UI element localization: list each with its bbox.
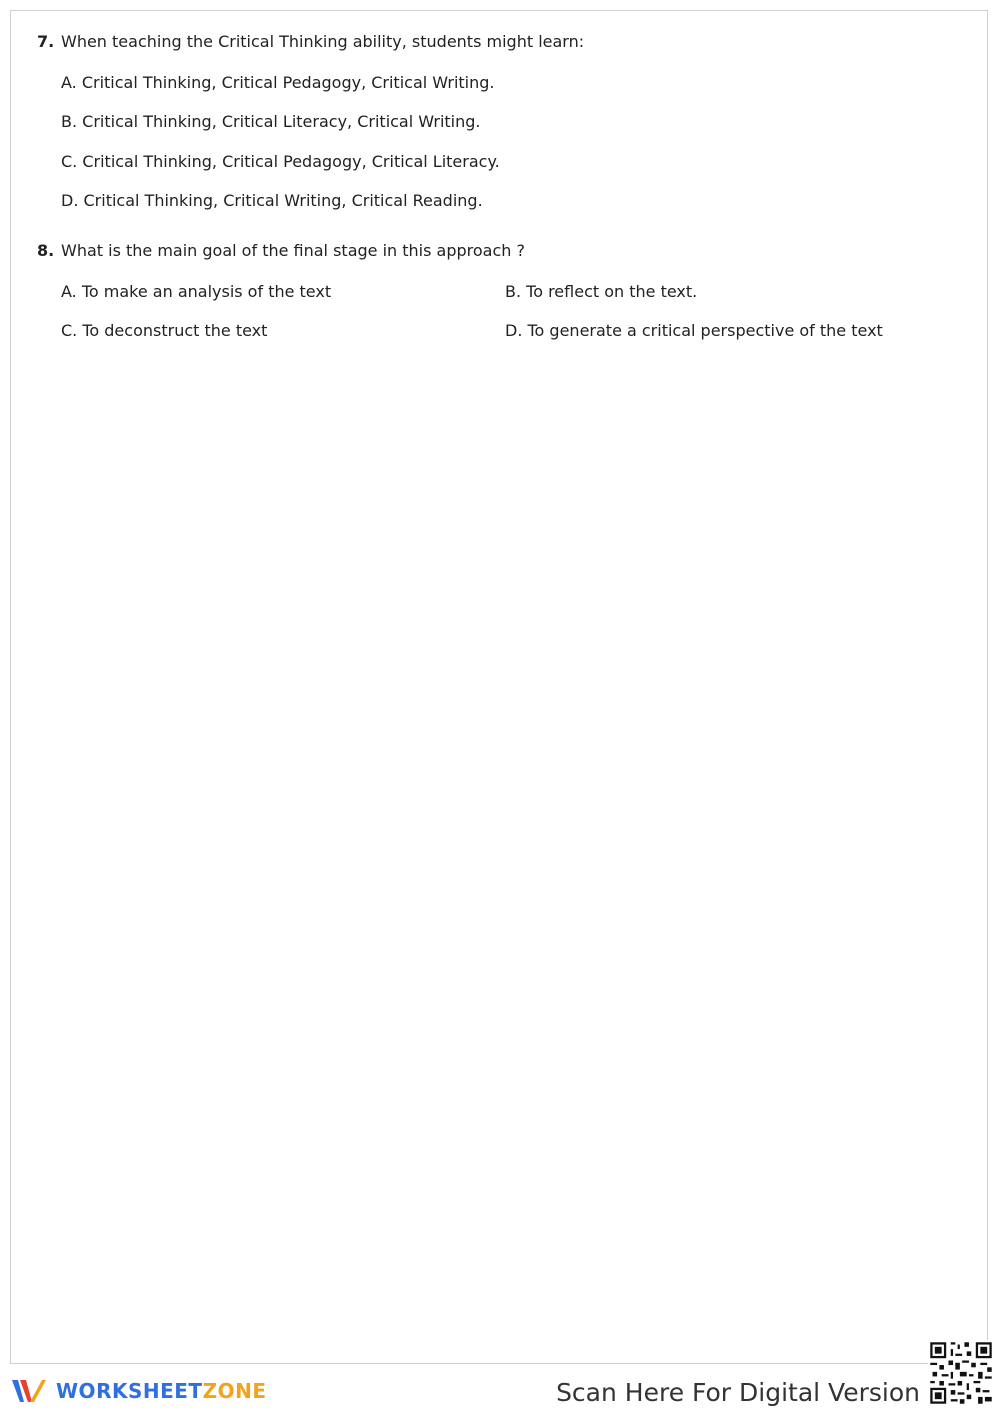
scan-caption: Scan Here For Digital Version <box>556 1378 920 1407</box>
worksheetzone-logo <box>10 1376 266 1406</box>
option-7d[interactable]: D. Critical Thinking, Critical Writing, Critical Reading. <box>61 191 483 210</box>
page-footer <box>0 1366 1000 1414</box>
qr-code-icon[interactable] <box>928 1340 994 1406</box>
brand-word-zone: ZONE <box>202 1379 267 1403</box>
option-7a[interactable]: A. Critical Thinking, Critical Pedagogy, Critical Writing. <box>61 73 495 92</box>
option-8b[interactable]: B. To reflect on the text. <box>505 282 698 301</box>
brand-word-worksheet: WORKSHEET <box>56 1379 203 1403</box>
question-number: 8. <box>37 241 55 260</box>
option-7c[interactable]: C. Critical Thinking, Critical Pedagogy, Critical Literacy. <box>61 152 500 171</box>
question-number: 7. <box>37 32 55 51</box>
question-stem: What is the main goal of the final stage in this approach ? <box>61 241 525 260</box>
question-stem: When teaching the Critical Thinking ability, students might learn: <box>61 32 585 51</box>
option-8d[interactable]: D. To generate a critical perspective of the text <box>505 321 883 340</box>
option-8a[interactable]: A. To make an analysis of the text <box>61 282 332 301</box>
option-7b[interactable]: B. Critical Thinking, Critical Literacy, Critical Writing. <box>61 112 481 131</box>
worksheet-page <box>10 10 988 1364</box>
worksheetzone-w-icon <box>10 1376 50 1406</box>
option-8c[interactable]: C. To deconstruct the text <box>61 321 268 340</box>
